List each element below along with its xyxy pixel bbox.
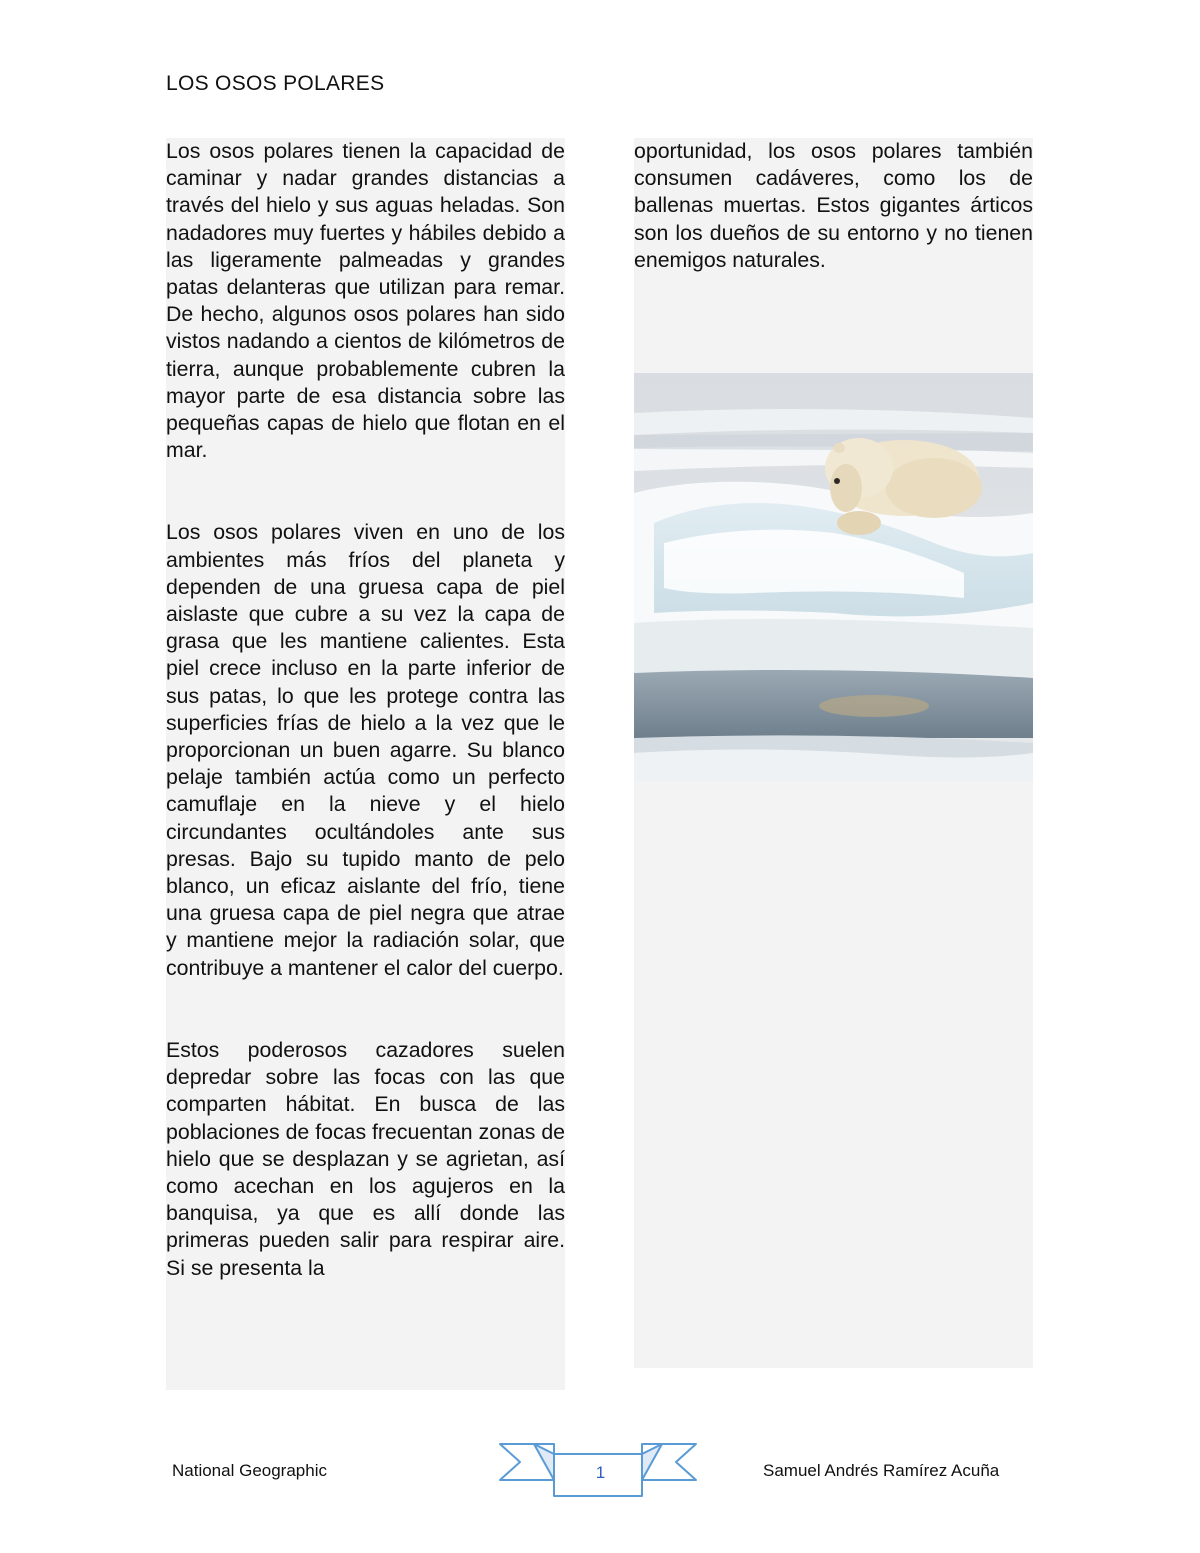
paragraph: oportunidad, los osos polares también consumen cadáveres, como los de ballenas muertas. Estos gigantes árticos son los dueños de su entorno y no tienen enemigos naturales.: [634, 139, 1033, 272]
page-number: 1: [595, 1463, 606, 1482]
paragraph: Estos poderosos cazadores suelen depredar sobre las focas con las que comparten hábitat. En busca de las poblaciones de focas frecuentan zonas de hielo que se desplazan y se agrietan, así como acechan en los agujeros en la banquisa, ya que es allí donde las primeras pueden salir para respirar aire. Si se presenta la: [166, 1037, 566, 1280]
text-column-left: [166, 138, 565, 1390]
paragraph: Los osos polares viven en uno de los ambientes más fríos del planeta y dependen de una gruesa capa de piel aislaste que cubre a su vez la capa de grasa que les mantiene calientes. Esta piel crece incluso en la parte inferior de sus patas, lo que les protege contra las superficies frías de hielo a la vez que le proporcionan un buen agarre. Su blanco pelaje también actúa como un perfecto camuflaje en la nieve y el hielo circundantes ocultándoles ante sus presas. Bajo su tupido manto de pelo blanco, un eficaz aislante del frío, tiene una gruesa capa de piel negra que atrae y mantiene mejor la radiación solar, que contribuye a mantener el calor del cuerpo.: [166, 520, 565, 980]
footer-publisher: National Geographic: [172, 1461, 327, 1480]
paragraph: Los osos polares tienen la capacidad de caminar y nadar grandes distancias a través del hielo y sus aguas heladas. Son nadadores muy fuertes y hábiles debido a las ligeramente palmeadas y grandes patas delanteras que utilizan para remar. De hecho, algunos osos polares han sido vistos nadando a cientos de kilómetros de tierra, aunque probablemente cubren la mayor parte de esa distancia sobre las pequeñas capas de hielo que flotan en el mar.: [166, 139, 565, 463]
polar-bear-photo: [634, 373, 1033, 781]
document-title: LOS OSOS POLARES: [166, 72, 385, 95]
footer-author: Samuel Andrés Ramírez Acuña: [763, 1461, 1000, 1480]
